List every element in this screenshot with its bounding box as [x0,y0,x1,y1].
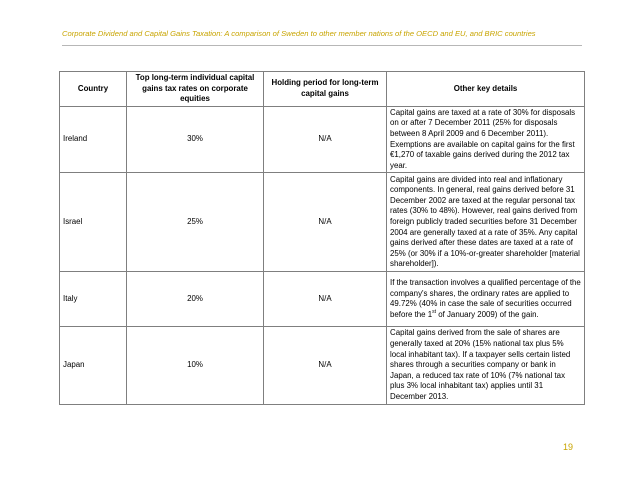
column-header-country: Country [60,72,127,107]
table-row [60,173,585,272]
table-row [60,106,585,173]
table-header-row [60,72,585,107]
details-cell: Capital gains derived from the sale of shares are generally taxed at 20% (15% national tax plus 5% local inhabitant tax). If a taxpayer sells certain listed shares through a securities company or bank in Japan, a reduced tax rate of 10% (7% national tax plus 3% local inhabitant tax) applies until 31 December 2013. [387,327,585,404]
table-row [60,272,585,327]
country-cell: Italy [60,272,127,327]
rate-cell: 10% [127,327,264,404]
column-header-rates: Top long-term individual capital gains tax rates on corporate equities [127,72,264,107]
document-header-title: Corporate Dividend and Capital Gains Taxation: A comparison of Sweden to other member nations of the OECD and EU, and BRIC countries [62,29,536,38]
ordinal-superscript: st [432,308,437,315]
rate-cell: 30% [127,106,264,173]
details-cell: Capital gains are taxed at a rate of 30% for disposals on or after 7 December 2011 (25% for disposals between 8 April 2009 and 6 December 2011). Exemptions are available on capital gains for the first €1,270 of taxable gains derived during the 2012 tax year. [387,106,585,173]
rate-cell: 20% [127,272,264,327]
details-cell: Capital gains are divided into real and inflationary components. In general, real gains derived before 31 December 2002 are taxed at the regular personal tax rates (30% to 48%). However, real gains derived from foreign publicly traded securities before 31 December 2004 are generally taxed at a rate of 35%. Any capital gains derived after these dates are taxed at a rate of 25% (or 30% if a 10%-or-greater shareholder [material shareholder]). [387,173,585,272]
column-header-holding-period: Holding period for long-term capital gains [264,72,387,107]
details-text: If the transaction involves a qualified percentage of the company's shares, the ordinary rates are applied to 49.72% (40% in case the sale of securities occurred before the 1 [390,278,581,319]
details-cell [387,272,585,327]
country-cell: Israel [60,173,127,272]
rate-cell: 25% [127,173,264,272]
holding-period-cell: N/A [264,173,387,272]
column-header-other-details: Other key details [387,72,585,107]
holding-period-cell: N/A [264,327,387,404]
tax-comparison-table [59,71,585,405]
holding-period-cell: N/A [264,272,387,327]
page-number: 19 [563,442,574,452]
country-cell: Ireland [60,106,127,173]
country-cell: Japan [60,327,127,404]
holding-period-cell: N/A [264,106,387,173]
table-row [60,327,585,404]
header-divider [62,45,582,46]
details-text-continued: of January 2009) of the gain. [436,309,539,319]
